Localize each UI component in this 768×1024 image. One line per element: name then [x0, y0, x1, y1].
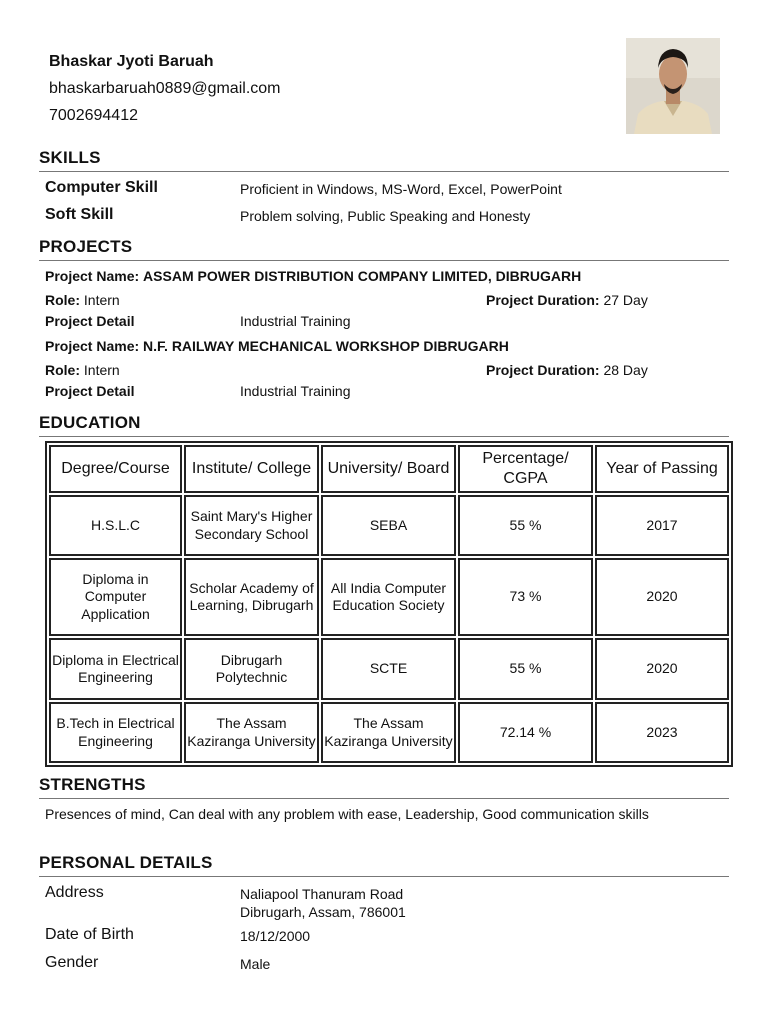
section-divider	[39, 436, 729, 437]
role-value: Intern	[83, 362, 120, 378]
skill-value: Proficient in Windows, MS-Word, Excel, PowerPoint	[240, 181, 562, 197]
project-duration	[486, 361, 648, 379]
duration-label: Project Duration:	[486, 292, 600, 308]
project-role	[45, 361, 120, 379]
table-cell: 73 %	[458, 558, 593, 636]
project-name-label: Project Name:	[45, 338, 140, 354]
table-cell: Scholar Academy of Learning, Dibrugarh	[184, 558, 319, 636]
gender-label: Gender	[45, 954, 99, 971]
table-header-row	[49, 445, 729, 493]
table-row	[49, 702, 729, 763]
skill-value: Problem solving, Public Speaking and Honesty	[240, 208, 531, 224]
projects-section	[39, 236, 729, 261]
role-label: Role:	[45, 292, 80, 308]
skills-list	[39, 178, 729, 228]
table-cell: 72.14 %	[458, 702, 593, 763]
section-title-education: EDUCATION	[39, 413, 141, 432]
gender-value: Male	[240, 956, 271, 972]
table-cell: The Assam Kaziranga University	[184, 702, 319, 763]
skill-label: Computer Skill	[45, 179, 158, 196]
education-section	[39, 412, 729, 437]
project-name-value: ASSAM POWER DISTRIBUTION COMPANY LIMITED, DIBRUGARH	[143, 268, 582, 284]
skill-label: Soft Skill	[45, 206, 114, 223]
table-cell: 55 %	[458, 495, 593, 556]
phone-number: 7002694412	[49, 107, 138, 124]
table-cell: The Assam Kaziranga University	[321, 702, 456, 763]
table-cell: 2020	[595, 558, 729, 636]
table-cell: SEBA	[321, 495, 456, 556]
address-label: Address	[45, 884, 104, 901]
duration-value: 28 Day	[603, 362, 648, 378]
project-detail-label: Project Detail	[45, 383, 135, 399]
section-title-skills: SKILLS	[39, 148, 101, 167]
strengths-text: Presences of mind, Can deal with any problem with ease, Leadership, Good communication skills	[45, 806, 649, 822]
table-cell: SCTE	[321, 638, 456, 700]
duration-label: Project Duration:	[486, 362, 600, 378]
project-detail-value: Industrial Training	[240, 383, 351, 399]
table-cell: Saint Mary's Higher Secondary School	[184, 495, 319, 556]
column-header: Year of Passing	[595, 445, 729, 493]
project-name-label: Project Name:	[45, 268, 140, 284]
section-divider	[39, 798, 729, 799]
personal-details-list	[39, 883, 729, 983]
contact-header	[49, 52, 280, 126]
table-cell: 2017	[595, 495, 729, 556]
table-cell: Dibrugarh Polytechnic	[184, 638, 319, 700]
projects-list	[39, 267, 729, 407]
project-role	[45, 291, 120, 309]
project-detail-label: Project Detail	[45, 313, 135, 329]
project-duration	[486, 291, 648, 309]
table-cell: 2020	[595, 638, 729, 700]
skills-section	[39, 147, 729, 172]
project-detail-value: Industrial Training	[240, 313, 351, 329]
section-title-projects: PROJECTS	[39, 237, 133, 256]
table-cell: B.Tech in Electrical Engineering	[49, 702, 182, 763]
address-line-1: Naliapool Thanuram Road	[240, 886, 404, 902]
section-title-personal: PERSONAL DETAILS	[39, 853, 213, 872]
table-cell: 2023	[595, 702, 729, 763]
table-cell: 55 %	[458, 638, 593, 700]
project-name	[45, 337, 509, 355]
address-line-2: Dibrugarh, Assam, 786001	[240, 904, 406, 920]
personal-details-section	[39, 852, 729, 877]
strengths-body	[39, 806, 729, 823]
role-label: Role:	[45, 362, 80, 378]
section-divider	[39, 260, 729, 261]
dob-value: 18/12/2000	[240, 928, 311, 944]
table-cell: Diploma in Electrical Engineering	[49, 638, 182, 700]
table-cell: All India Computer Education Society	[321, 558, 456, 636]
section-title-strengths: STRENGTHS	[39, 775, 146, 794]
education-table	[45, 441, 733, 767]
profile-photo	[626, 38, 720, 134]
table-row	[49, 495, 729, 556]
column-header: Degree/Course	[49, 445, 182, 493]
duration-value: 27 Day	[603, 292, 648, 308]
section-divider	[39, 171, 729, 172]
section-divider	[39, 876, 729, 877]
table-cell: H.S.L.C	[49, 495, 182, 556]
strengths-section	[39, 774, 729, 799]
table-cell: Diploma in Computer Application	[49, 558, 182, 636]
column-header: Institute/ College	[184, 445, 319, 493]
dob-label: Date of Birth	[45, 926, 134, 943]
email-address[interactable]: bhaskarbaruah0889@gmail.com	[49, 80, 281, 97]
table-row	[49, 638, 729, 700]
candidate-name: Bhaskar Jyoti Baruah	[49, 53, 214, 70]
column-header: Percentage/ CGPA	[458, 445, 593, 493]
table-row	[49, 558, 729, 636]
role-value: Intern	[83, 292, 120, 308]
project-name-value: N.F. RAILWAY MECHANICAL WORKSHOP DIBRUGARH	[143, 338, 509, 354]
column-header: University/ Board	[321, 445, 456, 493]
project-name	[45, 267, 581, 285]
